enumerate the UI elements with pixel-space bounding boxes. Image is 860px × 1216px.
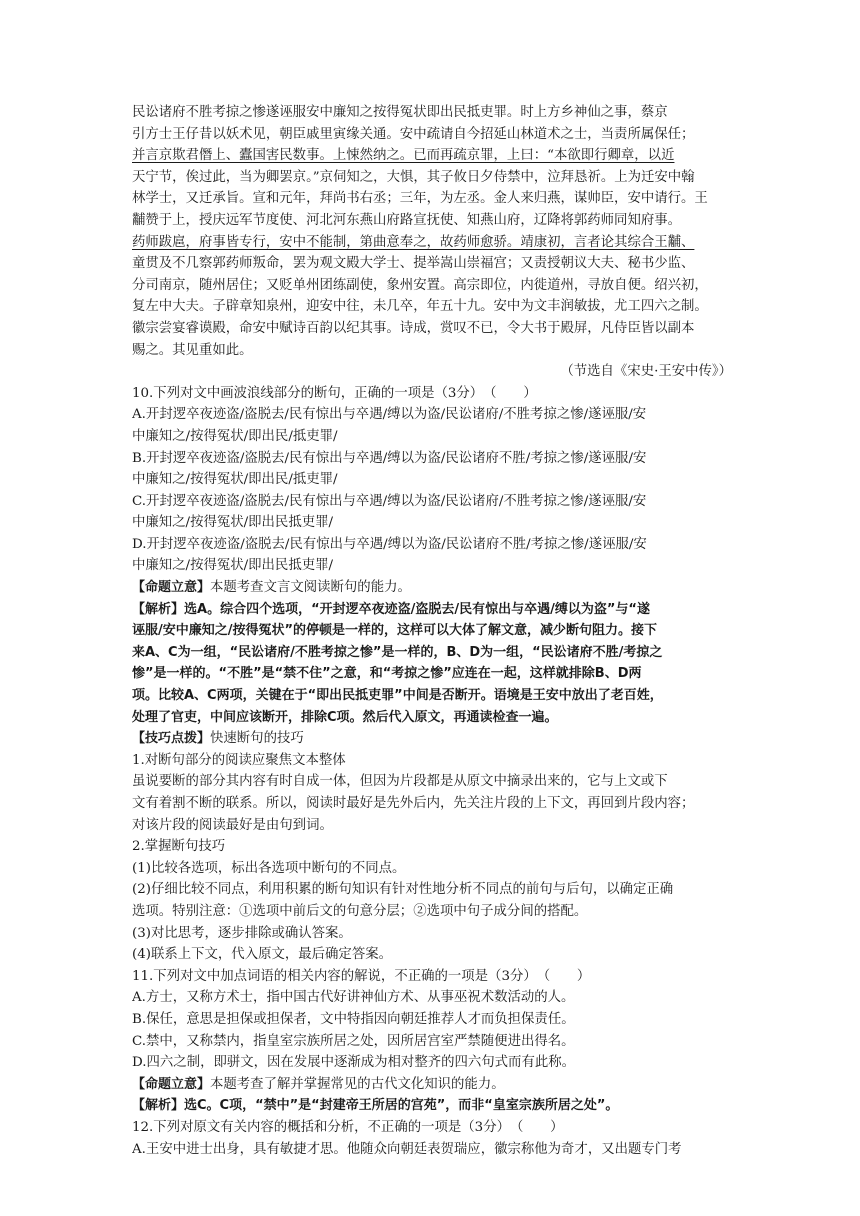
- passage-line: 引方士王仔昔以妖术见，朝臣戚里寅缘关通。安中疏请自今招延山林道术之士，当责所属保任；: [132, 126, 695, 142]
- passage-line: 林学士，又迁承旨。宣和元年，拜尚书右丞；三年，为左丞。金人来归燕，谋帅臣，安中请行。王: [132, 191, 708, 207]
- tips-label: 【技巧点拨】: [132, 731, 211, 747]
- tips-line: (2)仔细比较不同点，利用积累的断句知识有针对性地分析不同点的前句与后句，以确定正确: [132, 882, 674, 898]
- passage-line: 黼赞于上，授庆远军节度使、河北河东燕山府路宣抚使、知燕山府，辽降将郭药师同知府事。: [132, 212, 682, 228]
- intent-text: 本题考查文言文阅读断句的能力。: [210, 580, 411, 596]
- analysis-line: 惨”是一样的。“不胜”是“禁不住”之意，和“考掠之惨”应连在一起，这样就排除B、D两: [132, 666, 642, 682]
- option-a-line1: A.开封逻卒夜迹盗/盗脱去/民有惊出与卒遇/缚以为盗/民讼诸府/不胜考掠之惨/遂诬服/安: [132, 407, 647, 423]
- question-stem: 11.下列对文中加点词语的相关内容的解说，不正确的一项是（3分） （ ）: [132, 968, 591, 984]
- passage-line: 赐之。其见重如此。: [132, 342, 253, 358]
- option-b-line2: 中廉知之/按得冤状/即出民/抵吏罪/: [132, 472, 338, 488]
- option-c: C.禁中，又称禁内，指皇室宗族所居之处，因所居宫室严禁随便进出得名。: [132, 1033, 575, 1049]
- analysis-text: 选C。C项，“禁中”是“封建帝王所居的宫苑”，而非“皇室宗族所居之处”。: [184, 1098, 619, 1114]
- question-11: [132, 966, 732, 1117]
- tips-line: 1.对断句部分的阅读应聚焦文本整体: [132, 752, 346, 768]
- analysis-label: 【解析】: [132, 1098, 185, 1114]
- option-b: B.保任，意思是担保或担保者，文中特指因向朝廷推荐人才而负担保责任。: [132, 1011, 575, 1027]
- option-a: A.方士，又称方术士，指中国古代好讲神仙方术、从事巫祝术数活动的人。: [132, 990, 575, 1006]
- intent-text: 本题考查了解并掌握常见的古代文化知识的能力。: [210, 1076, 505, 1092]
- analysis-line: 处理了官吏，中间应该断开，排除C项。然后代入原文，再通读检查一遍。: [132, 709, 558, 725]
- passage-line: 童贯及不几察郭药师叛命，罢为观文殿大学士、提举嵩山崇福宫；又责授朝议大夫、秘书少监、: [132, 256, 695, 272]
- tips-line: (3)对比思考，逐步排除或确认答案。: [132, 925, 352, 941]
- option-d-line1: D.开封逻卒夜迹盗/盗脱去/民有惊出与卒遇/缚以为盗/民讼诸府不胜/考掠之惨/遂诬服/安: [132, 536, 647, 552]
- passage-line-underlined: 药师跋扈，府事皆专行，安中不能制，第曲意奉之，故药师愈骄。靖康初，言者论其综合王黼、: [132, 234, 695, 250]
- tips-line: 选项。特别注意：①选项中前后文的句意分层；②选项中句子成分间的搭配。: [132, 903, 588, 919]
- passage-line-underlined: 并言京欺君僭上、蠹国害民数事。上悚然纳之。已而再疏京罪，上曰：“本欲即行卿章，以近: [132, 148, 675, 164]
- option-c-line1: C.开封逻卒夜迹盗/盗脱去/民有惊出与卒遇/缚以为盗/民讼诸府/不胜考掠之惨/遂诬服/安: [132, 493, 647, 509]
- tips-line: 虽说要断的部分其内容有时自成一体，但因为片段都是从原文中摘录出来的，它与上文或下: [132, 774, 668, 790]
- option-b-line1: B.开封逻卒夜迹盗/盗脱去/民有惊出与卒遇/缚以为盗/民讼诸府不胜/考掠之惨/遂诬服/安: [132, 450, 647, 466]
- question-12: [132, 1117, 732, 1160]
- intent-row: [132, 577, 732, 599]
- source-citation: （节选自《宋史·王安中传》）: [560, 364, 732, 380]
- analysis-label: 【解析】: [132, 601, 185, 617]
- tips-line: 文有着割不断的联系。所以，阅读时最好是先外后内，先关注片段的上下文，再回到片段内容；: [132, 796, 695, 811]
- passage-line: 民讼诸府不胜考掠之惨遂诬服安中廉知之按得冤状即出民抵吏罪。时上方乡神仙之事，蔡京: [132, 105, 668, 120]
- tips-title: 快速断句的技巧: [210, 731, 304, 747]
- passage-line: 天宁节，俟过此，当为卿罢京。”京伺知之，大惧，其子攸日夕侍禁中，泣拜恳祈。上为迁安中翰: [132, 169, 695, 185]
- tips-line: 2.掌握断句技巧: [132, 839, 226, 855]
- option-c-line2: 中廉知之/按得冤状/即出民抵吏罪/: [132, 515, 334, 531]
- passage-line: 复左中大夫。子辟章知泉州，迎安中往，未几卒，年五十九。安中为文丰润敏拔，尤工四六之制。: [132, 299, 708, 315]
- analysis-row: [132, 1095, 732, 1117]
- intent-row: [132, 1074, 732, 1096]
- intent-label: 【命题立意】: [132, 580, 211, 596]
- document-page: [132, 102, 732, 1160]
- analysis-text: 选A。综合四个选项，“开封逻卒夜迹盗/盗脱去/民有惊出与卒遇/缚以为盗”与“遂: [184, 601, 650, 617]
- tips-heading: [132, 728, 732, 750]
- analysis-line: 来A、C为一组，“民讼诸府/不胜考掠之惨”是一样的，B、D为一组，“民讼诸府不胜/考掠之: [132, 644, 663, 660]
- tips-line: (4)联系上下文，代入原文，最后确定答案。: [132, 947, 392, 963]
- passage-line: 分司南京，随州居住；又贬单州团练副使，象州安置。高宗即位，内徙道州，寻放自便。绍兴初，: [132, 277, 708, 293]
- option-a-line2: 中廉知之/按得冤状/即出民/抵吏罪/: [132, 428, 338, 444]
- passage-line: 徽宗尝宴睿谟殿，命安中赋诗百韵以纪其事。诗成，赏叹不已，令大书于殿屏，凡侍臣皆以副本: [132, 320, 695, 336]
- question-stem: 12.下列对原文有关内容的概括和分析，不正确的一项是（3分） （ ）: [132, 1119, 564, 1135]
- analysis-line: 诬服/安中廉知之/按得冤状”的停顿是一样的，这样可以大体了解文意，减少断句阻力。接下: [132, 623, 658, 639]
- question-10: [132, 383, 732, 729]
- question-stem: 10.下列对文中画波浪线部分的断句，正确的一项是（3分） （ ）: [132, 385, 537, 401]
- tips-section: [132, 728, 732, 966]
- option-d-line2: 中廉知之/按得冤状/即出民抵吏罪/: [132, 558, 334, 574]
- option-d: D.四六之制，即骈文，因在发展中逐渐成为相对整齐的四六句式而有此称。: [132, 1055, 576, 1071]
- analysis-line: 项。比较A、C两项，关键在于“即出民抵吏罪”中间是否断开。语境是王安中放出了老百姓，: [132, 688, 663, 704]
- passage: [132, 102, 732, 383]
- tips-line: (1)比较各选项，标出各选项中断句的不同点。: [132, 860, 406, 876]
- analysis-row: [132, 599, 732, 621]
- option-a: A.王安中进士出身，具有敏捷才思。他随众向朝廷表贺瑞应，徽宗称他为奇才，又出题专门考: [132, 1141, 682, 1157]
- tips-line: 对该片段的阅读最好是由句到词。: [132, 817, 333, 833]
- intent-label: 【命题立意】: [132, 1076, 211, 1092]
